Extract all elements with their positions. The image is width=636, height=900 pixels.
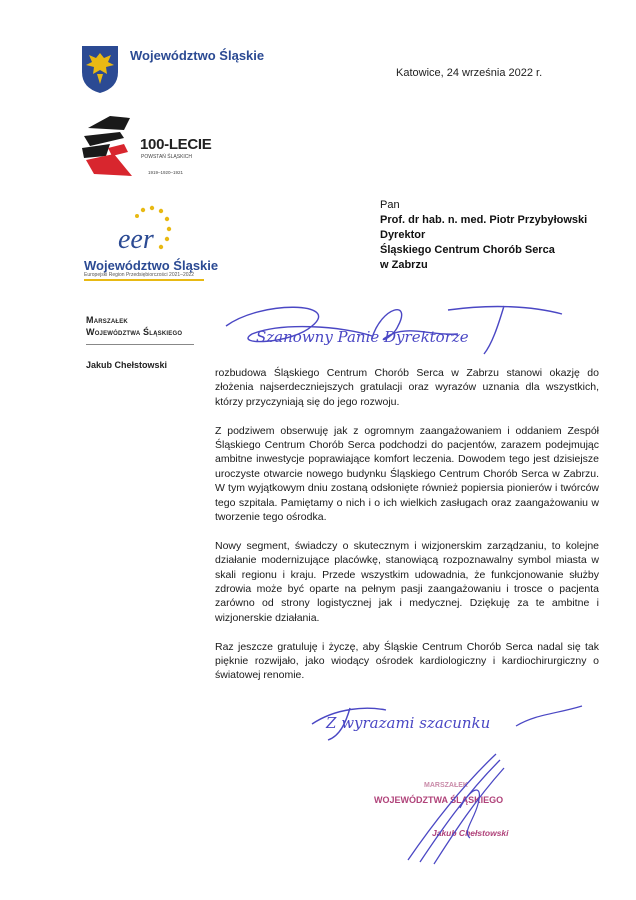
recipient-line: w Zabrzu [380, 259, 428, 271]
eer-logo-mark [110, 202, 176, 260]
stamp-office: WOJEWÓDZTWA ŚLĄSKIEGO [374, 795, 504, 805]
sender-divider [86, 344, 194, 345]
voivodeship-crest-logo [80, 44, 120, 94]
centenary-logo-mark [80, 108, 138, 178]
stamp-title: MARSZAŁEK [424, 782, 468, 789]
sender-name: Jakub Chełstowski [86, 360, 168, 370]
recipient-line: Dyrektor [380, 229, 426, 241]
handwritten-closing-text: Z wyrazami szacunku [326, 714, 491, 732]
body-paragraph: Raz jeszcze gratuluję i życzę, aby Śląskie Centrum Chorób Serca nadal się tak pięknie rozwijało, jako wiodący ośrodek kardiologiczny i kardiochirurgiczny o światowej renomie. [215, 640, 599, 682]
recipient-line: Pan [380, 199, 400, 211]
sender-org-line1: Marszałek [86, 315, 128, 325]
centenary-logo-dates: 1919–1920–1921 [148, 170, 184, 175]
centenary-logo-title: 100-LECIE [140, 136, 212, 153]
eer-logo-title: Województwo Śląskie [84, 258, 219, 273]
handwritten-greeting [222, 296, 582, 358]
voivodeship-logo-text: Województwo Śląskie [130, 48, 265, 63]
recipient-line: Prof. dr hab. n. med. Piotr Przybyłowski [380, 214, 588, 226]
handwritten-signature [400, 748, 510, 868]
centenary-logo-subtitle: POWSTAŃ ŚLĄSKICH [141, 154, 193, 160]
body-paragraph: Nowy segment, świadczy o skutecznym i wizjonerskim zarządzaniu, to kolejne działanie modernizujące placówkę, stanowiącą rozpoznawalny symbol miasta w skali regionu i kraju. Przede wszystkim udowadnia, że funkcjonowanie służby zdrowia może być oparte na pełnym pasji zaangażowaniu i trosce o pacjenta zarówno od strony logistycznej jak i medycznej. Dziękuję za te ambitne i wizjonerskie działania. [215, 539, 599, 624]
body-paragraph: Z podziwem obserwuję jak z ogromnym zaangażowaniem i oddaniem Zespół Śląskiego Centrum Chorób Serca podchodzi do pacjentów, zarazem podejmując ambitne inwestycje poprawiające komfort leczenia. Dowodem tego jest dzisiejsze uroczyste otwarcie nowego budynku Śląskiego Centrum Chorób Serca w Zabrzu. W tym wyjątkowym dniu zostaną odsłonięte również popiersia pionierów i twórców tego szpitala. Pamiętamy o nich i o ich wielkich zasługach oraz zaangażowaniu w tworzenie tego ośrodka. [215, 424, 599, 524]
handwritten-closing [306, 694, 588, 744]
body-paragraph: rozbudowa Śląskiego Centrum Chorób Serca w Zabrzu stanowi okazję do złożenia najserdeczniejszych gratulacji oraz wyrazów uznania dla wszystkich, którzy przyczyniają się do jego rozwoju. [215, 367, 599, 408]
letter-date: Katowice, 24 września 2022 r. [396, 67, 543, 79]
eer-logo-underline [84, 279, 204, 281]
recipient-address [380, 198, 587, 273]
handwritten-greeting-text: Szanowny Panie Dyrektorze [256, 328, 469, 346]
eer-logo-letters: eer [118, 224, 154, 255]
sender-org-line2: Województwa Śląskiego [86, 327, 183, 337]
letter-body [215, 366, 599, 697]
stamp-name: Jakub Chełstowski [432, 828, 509, 838]
sender-organization [86, 314, 182, 338]
recipient-line: Śląskiego Centrum Chorób Serca [380, 244, 555, 256]
eer-logo-subtitle: Europejski Region Przedsiębiorczości 2021–2022 [84, 272, 195, 278]
